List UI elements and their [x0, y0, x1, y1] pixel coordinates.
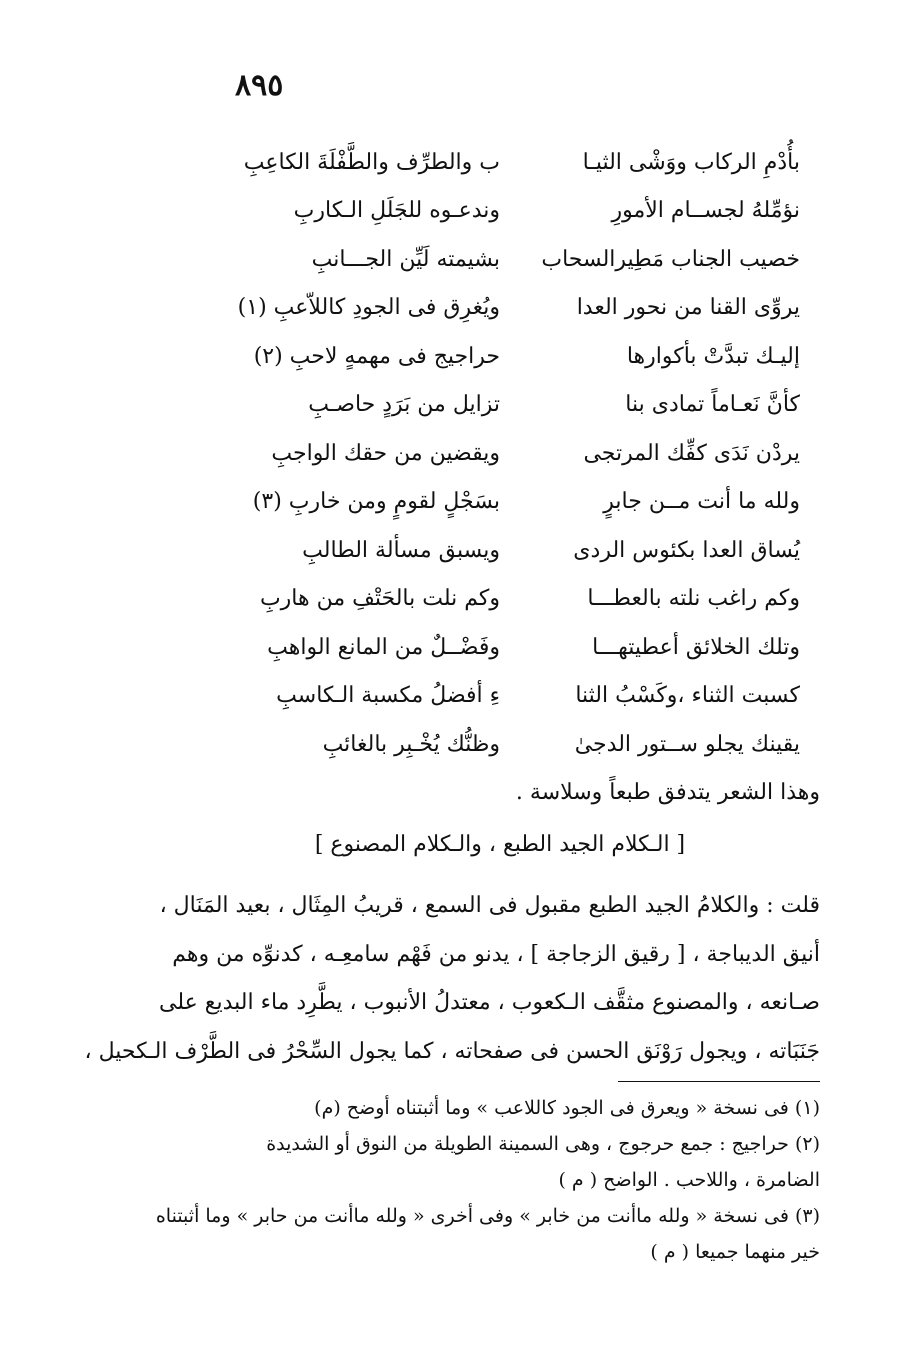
first-hemistich: كسبت الثناء ،وكَسْبُ الثنا: [575, 683, 800, 709]
poem-remark: وهذا الشعر يتدفق طبعاً وسلاسة .: [515, 780, 820, 805]
first-hemistich: ولله ما أنت مــن جابرٍ: [603, 489, 800, 515]
second-hemistich: وكم نلت بالحَتْفِ من هاربِ: [259, 586, 500, 612]
second-hemistich: ويُغرِق فى الجودِ كاللاّعبِ (١): [237, 295, 500, 321]
verse-line: [235, 672, 800, 721]
footnotes: [155, 1090, 820, 1270]
footnote-line: خير منهما جميعا ( م ): [650, 1241, 820, 1263]
verse-line: [235, 187, 800, 236]
first-hemistich: يردْن نَدَى كفِّك المرتجى: [583, 440, 800, 466]
second-hemistich: ب والطرِّف والطَّفْلَةَ الكاعِبِ: [243, 149, 500, 175]
verse-line: [235, 284, 800, 333]
verse-line: [235, 575, 800, 624]
paragraph-line: صـانعه ، والمصنوع مثقَّف الـكعوب ، معتدلُ الأنبوب ، يطَّرِد ماء البديع على: [159, 990, 820, 1015]
verse-line: [235, 429, 800, 478]
page-number: ٨٩٥: [235, 68, 284, 103]
footnote-line: الضامرة ، واللاحب . الواضح ( م ): [558, 1169, 820, 1191]
second-hemistich: ويقضين من حقك الواجبِ: [271, 440, 500, 466]
verse-line: [235, 381, 800, 430]
first-hemistich: خصيب الجناب مَطِيرالسحاب: [541, 246, 800, 272]
footnote-separator: [618, 1081, 820, 1082]
first-hemistich: يقينك يجلو ســتور الدجىٰ: [574, 731, 800, 757]
footnote-line: (٢) حراجيج : جمع حرجوج ، وهى السمينة الطويلة من النوق أو الشديدة: [266, 1133, 820, 1155]
verse-line: [235, 478, 800, 527]
poem: [235, 138, 800, 769]
second-hemistich: ءِ أفضلُ مكسبة الـكاسبِ: [276, 683, 500, 709]
footnote: [180, 1090, 820, 1126]
verse-line: [235, 623, 800, 672]
second-hemistich: ويسبق مسألة الطالبِ: [302, 537, 500, 563]
first-hemistich: يروِّى القنا من نحور العدا: [576, 295, 800, 321]
section-heading: [ الـكلام الجيد الطبع ، والـكلام المصنوع ]: [314, 832, 686, 857]
body-paragraph: [84, 882, 820, 1076]
first-hemistich: إليـك تبدَّتْ بأكوارها: [626, 343, 800, 369]
second-hemistich: حراجيج فى مهمهٍ لاحبِ (٢): [253, 343, 500, 369]
footnote-line: (٣) فى نسخة « ولله ماأنت من خابر » وفى أخرى « ولله ماأنت من حابر » وما أثبتناه: [155, 1205, 820, 1227]
paragraph-line: جَنَبَاته ، ويجول رَوْنَق الحسن فى صفحاته ، كما يجول السِّحْرُ فى الطَّرْف الـكحيل ،: [84, 1038, 820, 1064]
footnote-line: (١) فى نسخة « ويعرق فى الجود كاللاعب » وما أثبتناه أوضح (م): [314, 1097, 820, 1119]
first-hemistich: يُساق العدا بكئوس الردى: [573, 537, 800, 563]
footnote: [180, 1126, 820, 1198]
second-hemistich: وفَضْــلٌ من المانع الواهبِ: [267, 634, 500, 660]
verse-line: [235, 526, 800, 575]
second-hemistich: بشيمته لَيِّن الجـــانبِ: [311, 246, 500, 272]
second-hemistich: وظنُّك يُخْـبِر بالغائبِ: [322, 731, 500, 757]
paragraph-line: قلت : والكلامُ الجيد الطبع مقبول فى السمع ، قريبُ المِثَال ، بعيد المَنَال ،: [159, 893, 820, 918]
paragraph-line: أنيق الديباجة ، [ رقيق الزجاجة ] ، يدنو من فَهْم سامعِـه ، كدنوِّه من وهم: [172, 941, 820, 967]
second-hemistich: بسَجْلٍ لقومٍ ومن خاربِ (٣): [252, 489, 500, 515]
second-hemistich: وندعـوه للجَلَلِ الـكاربِ: [293, 198, 500, 224]
first-hemistich: وكم راغب نلته بالعطـــا: [587, 586, 800, 612]
first-hemistich: نؤمِّلهُ لجســام الأمورِ: [611, 198, 800, 224]
first-hemistich: وتلك الخلائق أعطيتهـــا: [592, 634, 800, 660]
footnote: [155, 1198, 820, 1270]
second-hemistich: تزايل من بَرَدٍ حاصـبِ: [308, 392, 500, 418]
verse-line: [235, 138, 800, 187]
first-hemistich: كأنَّ نَعـاماً تمادى بنا: [625, 392, 800, 418]
verse-line: [235, 720, 800, 769]
first-hemistich: بأُدْمِ الركاب ووَشْى الثيـا: [582, 149, 800, 175]
verse-line: [235, 332, 800, 381]
verse-line: [235, 235, 800, 284]
